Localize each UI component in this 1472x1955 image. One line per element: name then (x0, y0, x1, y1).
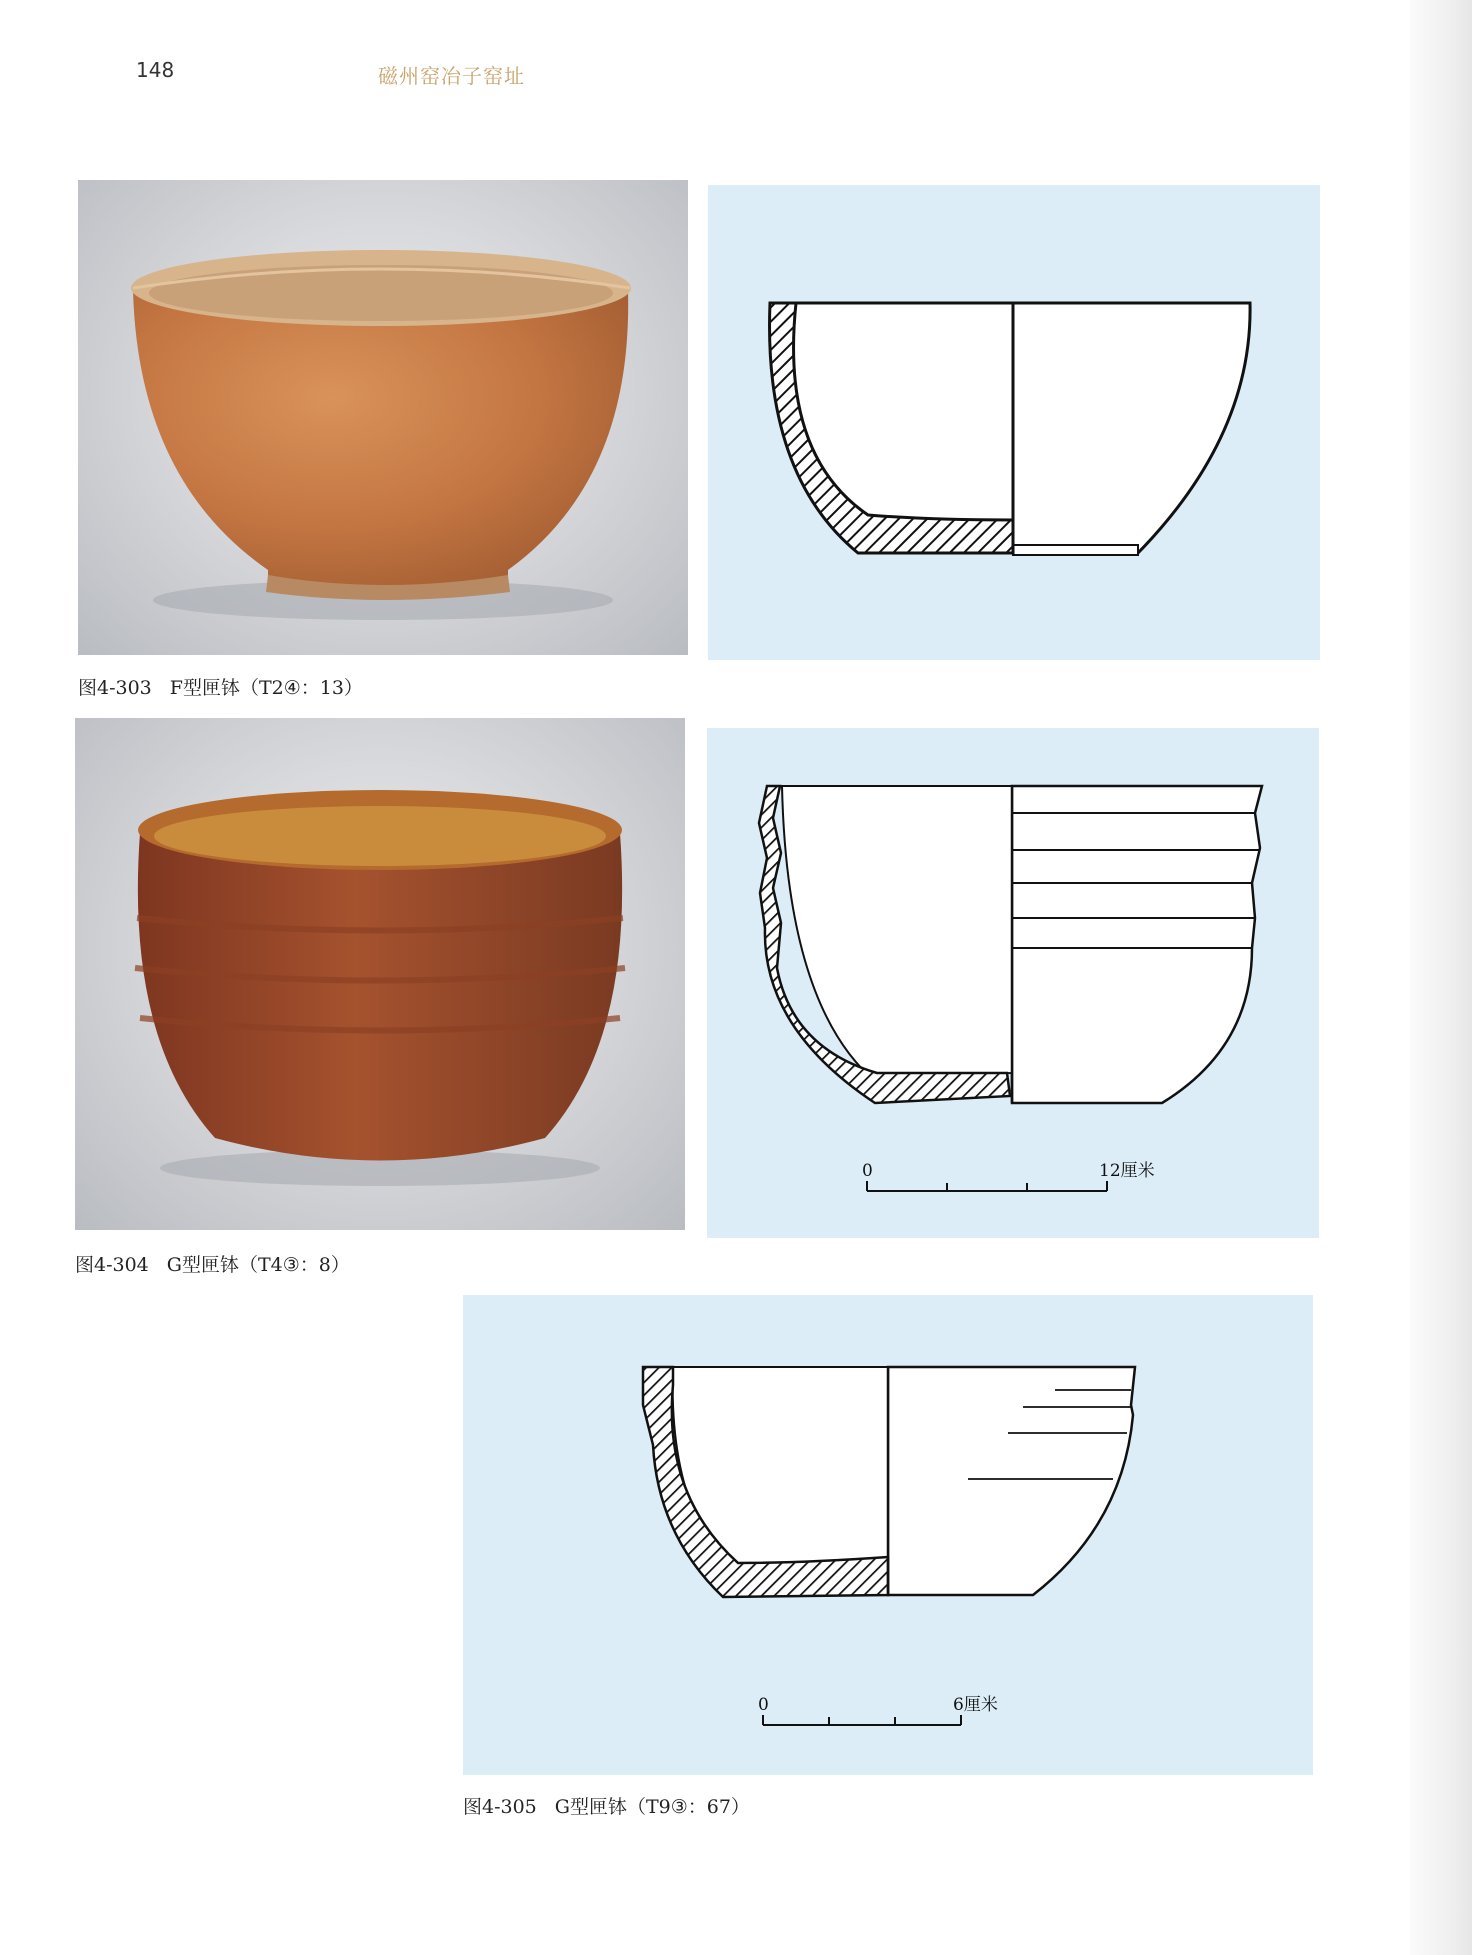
running-title: 磁州窑冶子窑址 (378, 64, 525, 88)
drawing-bowl-g-t9 (463, 1295, 1313, 1775)
bowl-g-section-drawing (707, 728, 1319, 1238)
photo-bowl-g (75, 718, 685, 1230)
figure-number: 图4-305 (463, 1796, 537, 1818)
scale-end-label: 12厘米 (1099, 1161, 1155, 1181)
figure-number: 图4-303 (78, 677, 152, 699)
scale-bar-6cm (758, 1695, 998, 1725)
figure-caption-4-305 (463, 1792, 750, 1819)
page-number: 148 (136, 58, 175, 82)
bowl-g-t9-section-drawing (463, 1295, 1313, 1775)
scale-bar-12cm (862, 1161, 1155, 1191)
figure-number: 图4-304 (75, 1254, 149, 1276)
figure-title: G型匣钵（T9③：67） (554, 1796, 750, 1818)
figure-caption-4-303 (78, 673, 363, 700)
page-gutter-shadow (1410, 0, 1472, 1955)
figure-title: F型匣钵（T2④：13） (169, 677, 363, 699)
scale-zero-label: 0 (862, 1161, 873, 1181)
photo-bowl-f (78, 180, 688, 655)
bowl-g-illustration (75, 718, 685, 1230)
figure-caption-4-304 (75, 1250, 350, 1277)
bowl-f-section-drawing (708, 185, 1320, 660)
drawing-bowl-f (708, 185, 1320, 660)
bowl-f-illustration (78, 180, 688, 655)
scale-zero-label: 0 (758, 1695, 769, 1715)
figure-title: G型匣钵（T4③：8） (166, 1254, 350, 1276)
drawing-bowl-g (707, 728, 1319, 1238)
scale-end-label: 6厘米 (953, 1695, 998, 1715)
